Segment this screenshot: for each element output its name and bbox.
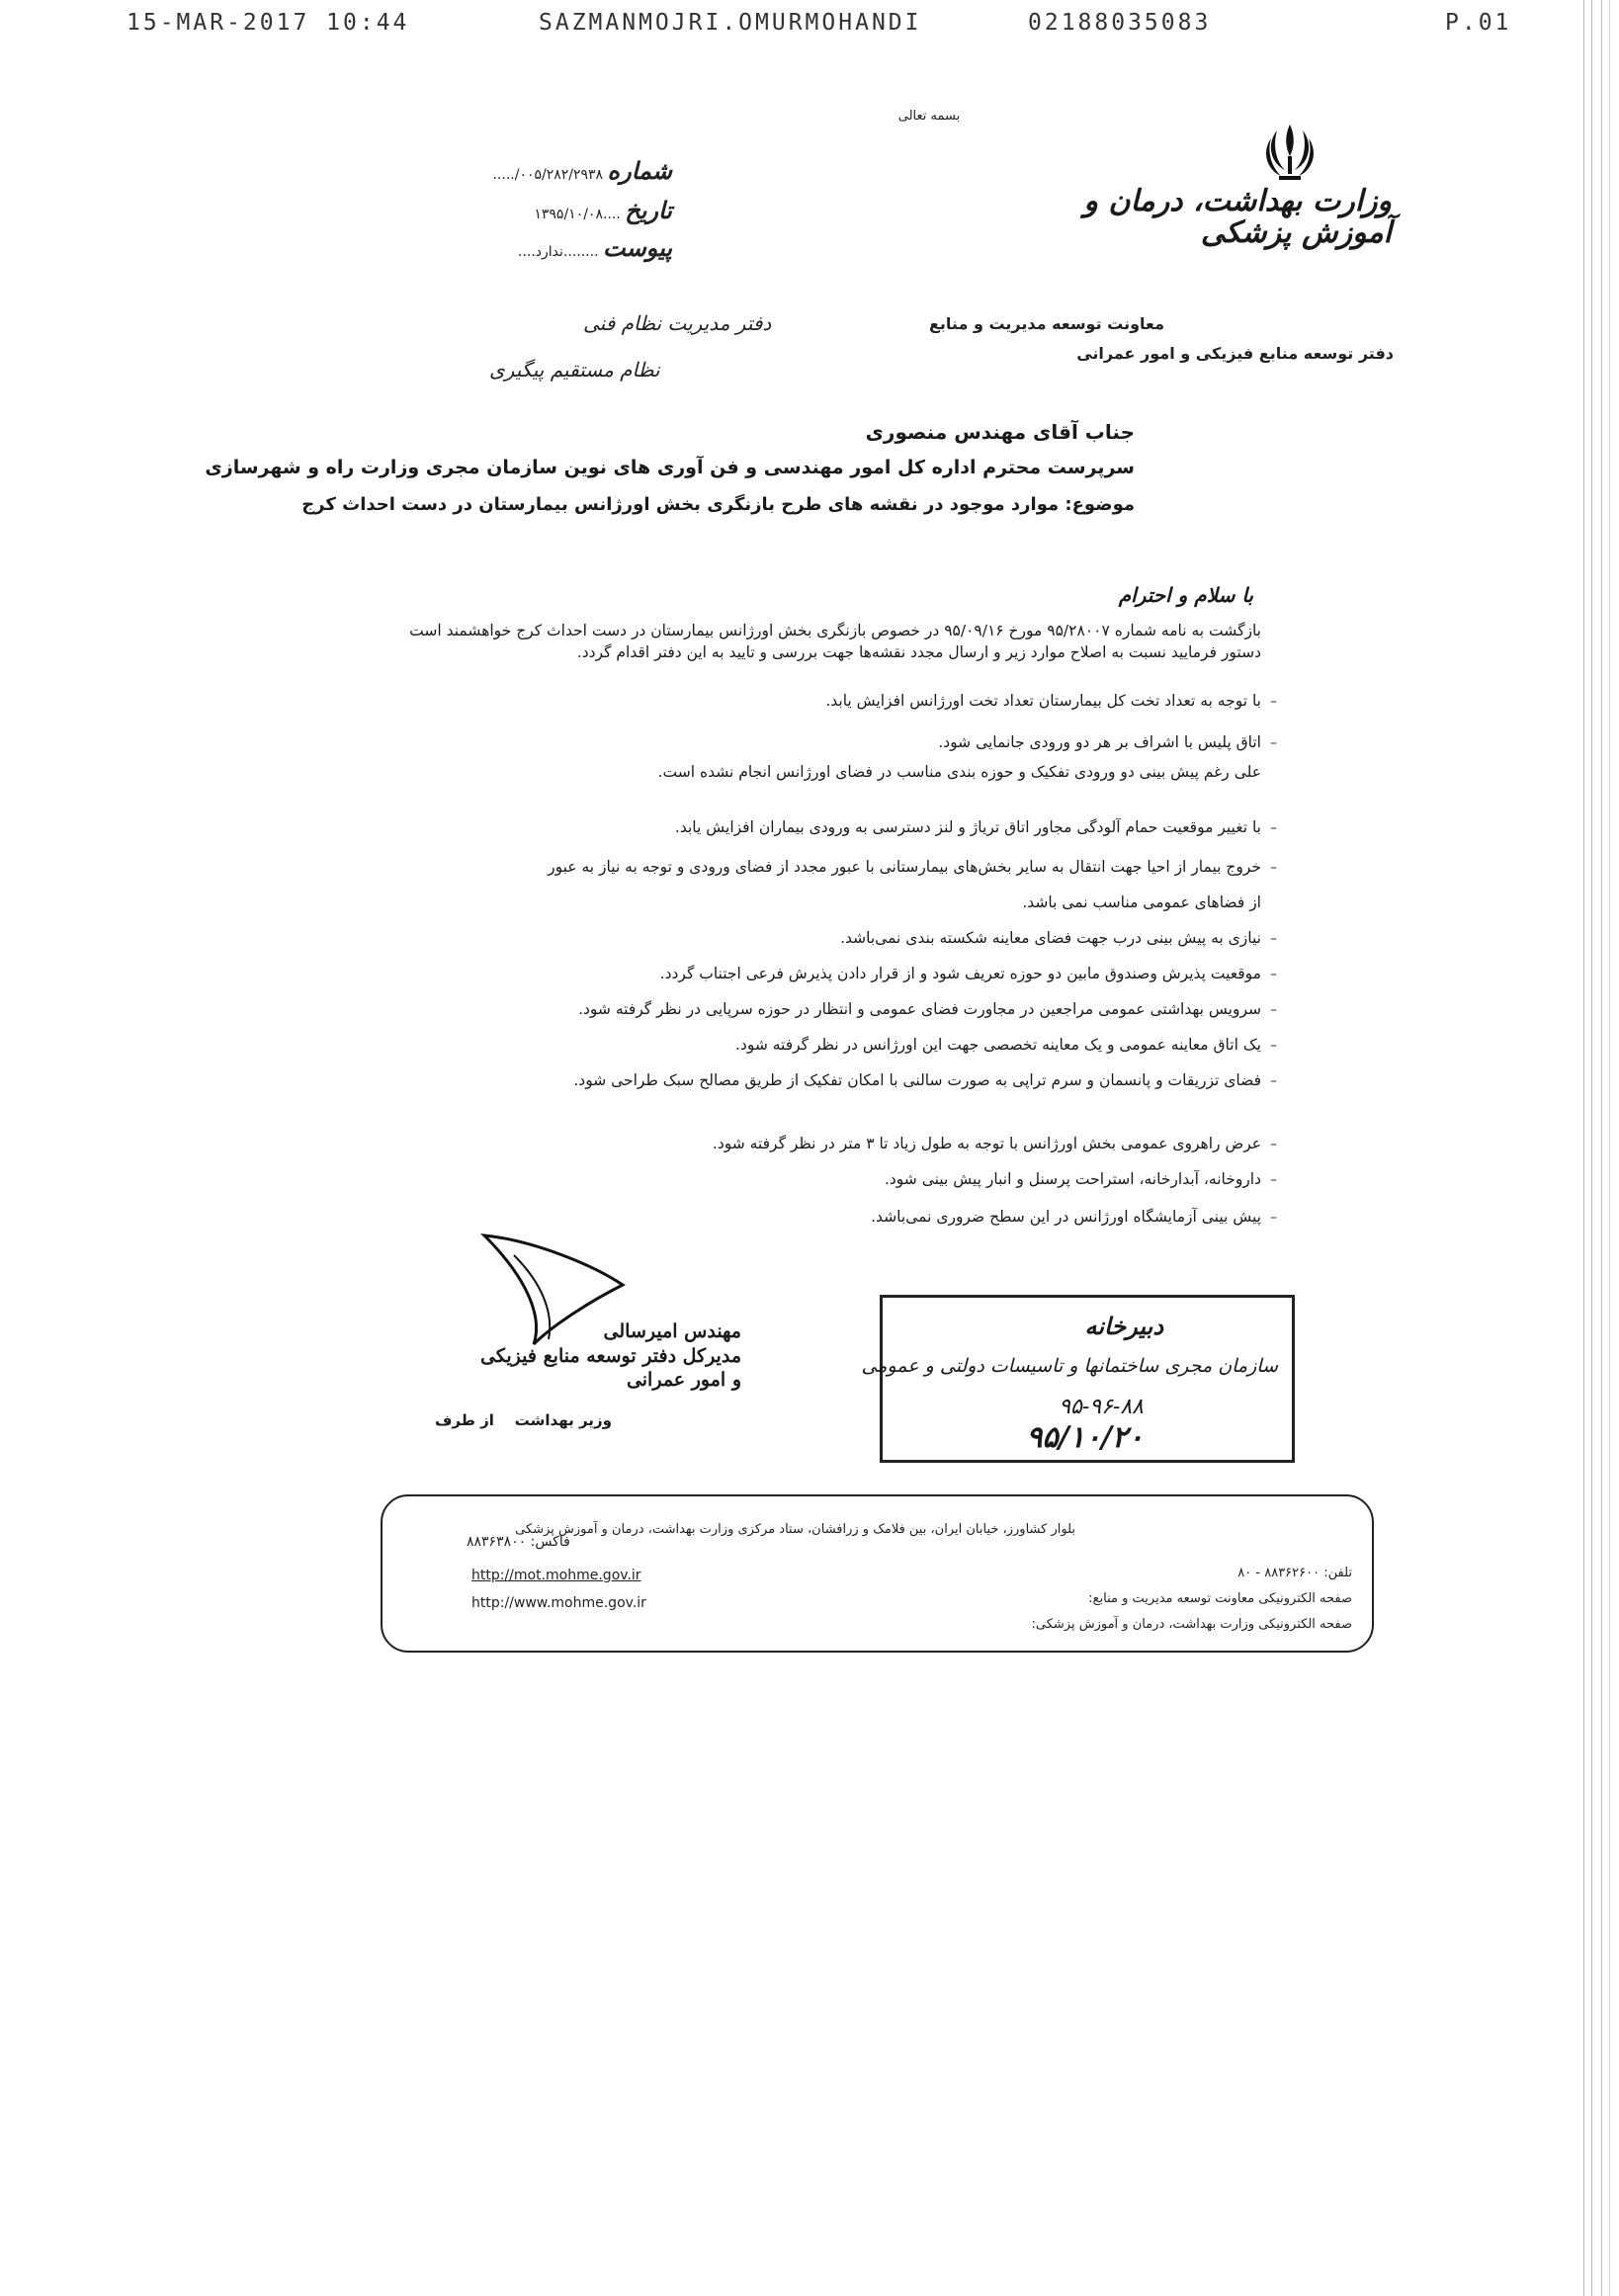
signer-block	[425, 1319, 741, 1393]
list-item: فضای تزریقات و پانسمان و سرم تراپی به صورت سالنی با امکان تفکیک از طریق مصالح سبک طراحی شود.	[573, 1071, 1261, 1089]
bullet-dash: –	[1270, 694, 1277, 710]
scan-streak	[1609, 0, 1610, 2296]
footer-web2-link[interactable]: http://www.mohme.gov.ir	[471, 1595, 646, 1611]
letter-attachment	[435, 233, 672, 262]
addressee-title: سرپرست محترم اداره کل امور مهندسی و فن آوری های نوین سازمان مجری وزارت راه و شهرسازی	[205, 457, 1135, 478]
bullet-dash: –	[1270, 735, 1277, 751]
list-item: سرویس بهداشتی عمومی مراجعین در مجاورت فضای عمومی و انتظار در حوزه سرپایی در نظر گرفته شود.	[578, 1000, 1261, 1018]
fax-sender: SAZMANMOJRI.OMURMOHANDI	[539, 10, 922, 36]
list-item: با توجه به تعداد تخت کل بیمارستان تعداد تخت اورژانس افزایش یابد.	[825, 692, 1261, 710]
list-item: از فضاهای عمومی مناسب نمی باشد.	[1022, 893, 1261, 911]
scan-streak	[1601, 0, 1602, 2296]
stamp-title: دبیرخانه	[1084, 1312, 1163, 1340]
footer-web1-label: صفحه الکترونیکی معاونت توسعه مدیریت و منابع:	[1088, 1591, 1352, 1606]
stamp-org: سازمان مجری ساختمانها و تاسیسات دولتی و عمومی	[861, 1355, 1278, 1377]
footer-tel: تلفن: ۸۸۳۶۲۶۰۰ - ۸۰	[1237, 1566, 1352, 1580]
handwritten-note: دفتر مدیریت نظام فنی	[583, 311, 772, 335]
attachment-value: ........ندارد....	[518, 244, 599, 260]
handwritten-note: نظام مستقیم پیگیری	[489, 358, 660, 382]
letter-number	[435, 156, 672, 185]
bullet-dash: –	[1270, 1073, 1277, 1089]
bullet-dash: –	[1270, 820, 1277, 836]
list-item: با تغییر موقعیت حمام آلودگی مجاور اتاق تریاژ و لنز دسترسی به ورودی بیماران افزایش یابد.	[674, 818, 1261, 836]
list-item: یک اتاق معاینه عمومی و یک معاینه تخصصی جهت این اورژانس در نظر گرفته شود.	[734, 1036, 1261, 1054]
from-value: وزیر بهداشت	[514, 1411, 612, 1429]
fax-datetime: 15-MAR-2017 10:44	[127, 10, 410, 36]
scan-streak	[1583, 0, 1584, 2296]
letter-date	[435, 196, 672, 224]
bullet-dash: –	[1270, 1038, 1277, 1054]
footer-box	[381, 1494, 1374, 1653]
bullet-dash: –	[1270, 931, 1277, 947]
from-label: از طرف	[435, 1411, 494, 1429]
bismillah: بسمه تعالی	[897, 109, 961, 124]
stamp-date: ۹۵/۱۰/۲۰	[1026, 1420, 1144, 1455]
date-value: ....۱۳۹۵/۱۰/۰۸	[534, 207, 621, 222]
registry-stamp	[861, 1295, 1295, 1463]
greeting: با سلام و احترام	[1118, 583, 1253, 607]
number-value: ۰۰۵/۲۸۲/۲۹۳۸/.....	[492, 167, 604, 183]
attachment-label: پیوست	[603, 233, 672, 262]
scan-streak	[1591, 0, 1592, 2296]
bullet-dash: –	[1270, 967, 1277, 982]
footer-web2-label: صفحه الکترونیکی وزارت بهداشت، درمان و آموزش پزشکی:	[1031, 1617, 1352, 1632]
bullet-dash: –	[1270, 1172, 1277, 1188]
deputy-name: معاونت توسعه مدیریت و منابع	[928, 314, 1164, 333]
fax-phone: 02188035083	[1028, 10, 1212, 36]
body-paragraph: بازگشت به نامه شماره ۹۵/۲۸۰۰۷ مورخ ۹۵/۰۹/۱۶ در خصوص بازنگری بخش اورژانس بیمارستان در دست احداث کرج خواهشمند است دستور فرمایید نسبت به اصلاح موارد زیر و ارسال مجدد نقشه‌ها جهت بررسی و تایید به این دفتر اقدام گردد.	[409, 622, 1261, 661]
stamp-number: ۹۵-۹۶-۸۸	[1059, 1395, 1144, 1419]
letter-subject: موضوع: موارد موجود در نقشه های طرح بازنگری بخش اورژانس بیمارستان در دست احداث کرج	[301, 494, 1135, 515]
bullet-dash: –	[1270, 1210, 1277, 1226]
list-item: علی رغم پیش بینی دو ورودی تفکیک و حوزه بندی مناسب در فضای اورژانس انجام نشده است.	[657, 763, 1261, 781]
footer-address: بلوار کشاورز، خیابان ایران، بین فلامک و زرافشان، ستاد مرکزی وزارت بهداشت، درمان و آموزش پزشکی	[515, 1522, 1075, 1537]
bullet-dash: –	[1270, 1002, 1277, 1018]
fax-page: P.01	[1445, 10, 1512, 36]
iran-emblem-icon	[1255, 117, 1324, 186]
bullet-dash: –	[1270, 860, 1277, 876]
list-item: عرض راهروی عمومی بخش اورژانس با توجه به طول زیاد تا ۳ متر در نظر گرفته شود.	[712, 1135, 1261, 1152]
list-item: نیازی به پیش بینی درب جهت فضای معاینه شکسته بندی نمی‌باشد.	[840, 929, 1261, 947]
list-item: داروخانه، آبدارخانه، استراحت پرسنل و انبار پیش بینی شود.	[884, 1170, 1261, 1188]
signer-position: و امور عمرانی	[626, 1369, 741, 1392]
ministry-name: وزارت بهداشت، درمان و آموزش پزشکی	[1083, 184, 1392, 250]
list-item: موقعیت پذیرش وصندوق مابین دو حوزه تعریف شود و از قرار دادن پذیرش فرعی اجتناب گردد.	[659, 965, 1261, 982]
list-item: اتاق پلیس با اشراف بر هر دو ورودی جانمایی شود.	[938, 733, 1261, 751]
date-label: تاریخ	[625, 196, 672, 224]
footer-web1-link[interactable]: http://mot.mohme.gov.ir	[471, 1568, 641, 1583]
list-item: خروج بیمار از احیا جهت انتقال به سایر بخش‌های بیمارستانی با عبور مجدد از فضای ورودی و توجه به نیاز به عبور	[548, 858, 1261, 876]
office-name: دفتر توسعه منابع فیزیکی و امور عمرانی	[1076, 344, 1394, 363]
list-item: پیش بینی آزمایشگاه اورژانس در این سطح ضروری نمی‌باشد.	[871, 1208, 1261, 1226]
bullet-dash: –	[1270, 1137, 1277, 1152]
signer-name: مهندس امیرسالی	[603, 1320, 741, 1342]
on-behalf	[435, 1411, 612, 1429]
number-label: شماره	[607, 156, 672, 185]
signer-position: مدیرکل دفتر توسعه منابع فیزیکی	[480, 1344, 741, 1367]
addressee-name: جناب آقای مهندس منصوری	[865, 420, 1135, 444]
footer-fax: فاکس: ۸۸۳۶۳۸۰۰	[467, 1534, 570, 1550]
